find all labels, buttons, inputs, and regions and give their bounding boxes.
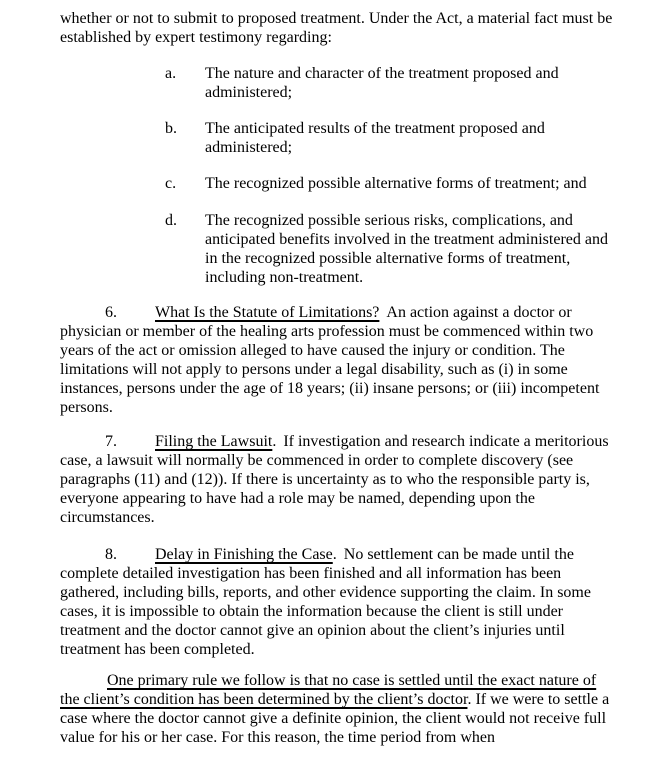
paragraph-number: 7. (105, 433, 117, 450)
list-item-text: The recognized possible alternative forms of treatment; and (205, 175, 587, 192)
paragraph-heading-suffix: . (332, 546, 337, 563)
paragraph-number: 8. (105, 546, 117, 563)
paragraph-number: 6. (105, 304, 117, 321)
list-item-marker: b. (165, 120, 177, 137)
closing-underlined-rule: One primary rule we follow is that no case is settled until the exact nature of the client’s condition has been determined by the client’s doctor (60, 672, 597, 708)
paragraph-body: An action against a doctor or physician or member of the healing arts profession must be commenced within two years of the act or omission alleged to have caused the injury or condition. The limitations will not apply to persons under a legal disability, such as (i) in some instances, persons under the age of 18 years; (ii) insane persons; or (iii) incompetent persons. (60, 304, 600, 416)
paragraph-heading: Filing the Lawsuit (155, 433, 273, 450)
paragraph-filing-the-lawsuit (60, 432, 615, 527)
paragraph-heading-suffix: . (272, 433, 277, 450)
intro-paragraph: whether or not to submit to proposed treatment. Under the Act, a material fact must be established by expert testimony regarding: (60, 10, 613, 46)
list-item-text: The recognized possible serious risks, complications, and anticipated benefits involved in the treatment administered and in the recognized possible alternative forms of treatment, including non-treatment. (205, 212, 608, 286)
list-item-marker: a. (165, 65, 177, 82)
list-item-marker: d. (165, 212, 177, 229)
list-item-marker: c. (165, 175, 177, 192)
material-fact-list (60, 64, 615, 287)
paragraph-body: If investigation and research indicate a meritorious case, a lawsuit will normally be commenced in order to complete discovery (see paragraphs (11) and (12)). If there is uncertainty as to who the responsible party is, everyone appearing to have had a role may be named, depending upon the circumstances. (60, 433, 609, 526)
list-item (165, 174, 615, 193)
list-item (165, 64, 615, 102)
paragraph-body: No settlement can be made until the complete detailed investigation has been finished and all information has been gathered, including bills, reports, and other evidence supporting the claim. In some cases, it is impossible to obtain the information because the client is still under treatment and the doctor cannot give an opinion about the client’s injuries until treatment has been completed. (60, 546, 591, 658)
closing-rest: . If we were to settle a case where the doctor cannot give a definite opinion, the client would not receive full value for his or her case. For this reason, the time period from when (60, 691, 610, 746)
paragraph-heading: What Is the Statute of Limitations? (155, 304, 380, 321)
list-item (165, 211, 615, 287)
closing-paragraph (60, 671, 615, 747)
paragraph-delay-in-finishing (60, 545, 615, 659)
paragraph-statute-of-limitations (60, 303, 615, 417)
list-item (165, 119, 615, 157)
paragraph-heading: Delay in Finishing the Case (155, 546, 333, 563)
list-item-text: The nature and character of the treatment proposed and administered; (205, 65, 559, 101)
list-item-text: The anticipated results of the treatment proposed and administered; (205, 120, 545, 156)
